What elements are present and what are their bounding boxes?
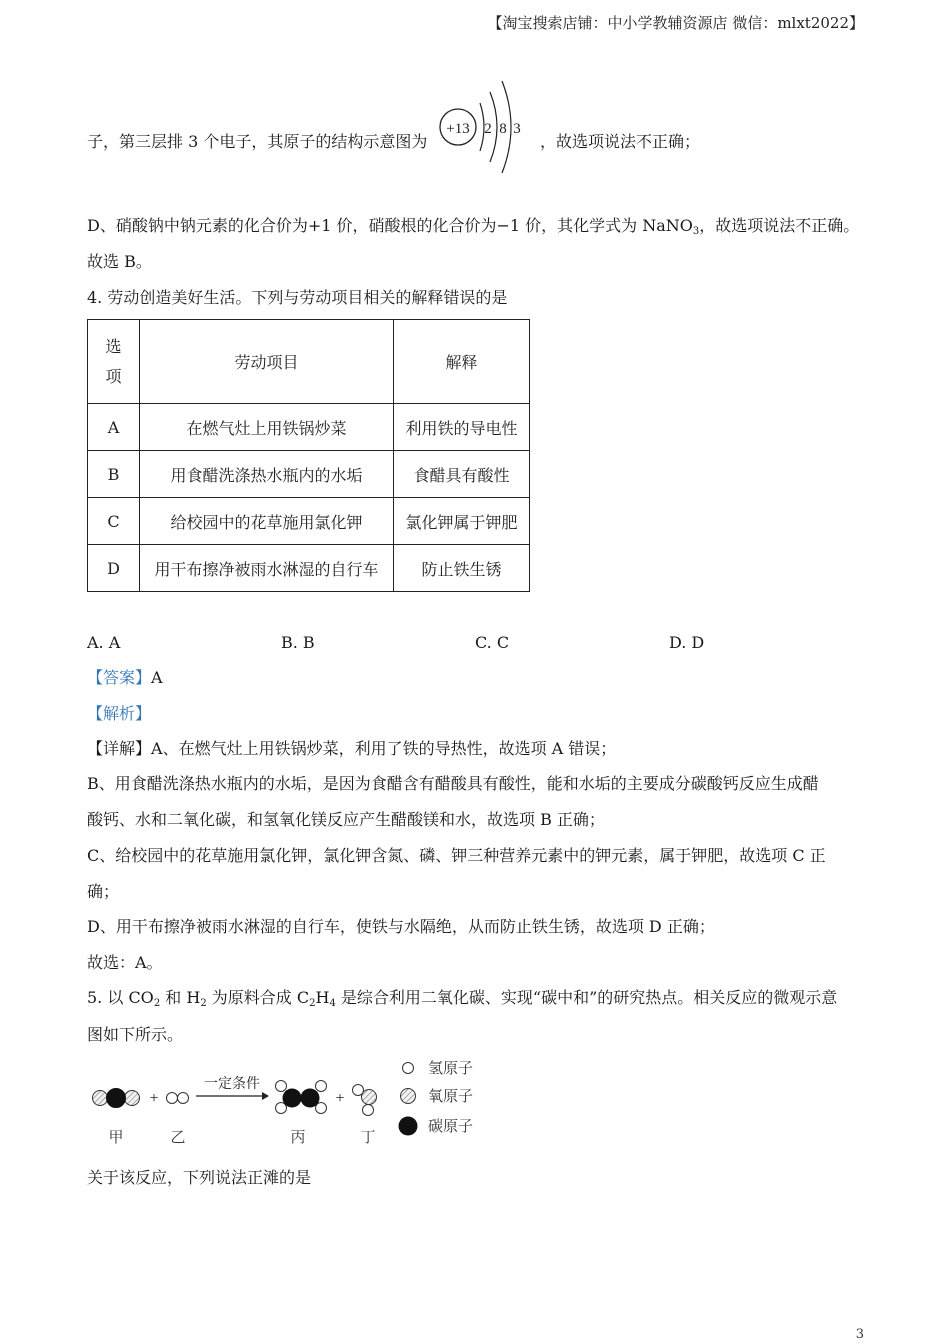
detail-a: 【详解】A、在燃气灶上用铁锅炒菜，利用了铁的导热性，故选项 A 错误；: [87, 739, 617, 758]
atom-line-tail: ，故选项说法不正确；: [540, 132, 701, 151]
arrow-head: [262, 1092, 269, 1100]
label-bing: 丙: [290, 1130, 306, 1146]
legend-carbon: 碳原子: [428, 1119, 474, 1135]
table-row: A 在燃气灶上用铁锅炒菜 利用铁的导电性: [88, 404, 530, 451]
q4-table: [87, 319, 530, 592]
choice-a[interactable]: A. A: [87, 633, 121, 652]
q5-question: 关于该反应，下列说法正滩的是: [87, 1168, 312, 1187]
q4-title: 4. 劳动创造美好生活。下列与劳动项目相关的解释错误的是: [87, 288, 508, 307]
detail-c-line2: 确；: [87, 882, 120, 901]
legend-hydrogen: 氢原子: [428, 1061, 474, 1077]
table-row: B 用食醋洗涤热水瓶内的水垢 食醋具有酸性: [88, 451, 530, 498]
table-row: C 给校园中的花草施用氯化钾 氯化钾属于钾肥: [88, 498, 530, 545]
atom-line-text: 子，第三层排 3 个电子，其原子的结构示意图为: [87, 132, 428, 151]
page-header-watermark: 【淘宝搜索店铺：中小学教辅资源店 微信：mlxt2022】: [487, 14, 864, 32]
reaction-condition: 一定条件: [204, 1077, 260, 1092]
table-row: D 用干布擦净被雨水淋湿的自行车 防止铁生锈: [88, 545, 530, 592]
legend-carbon-swatch: [399, 1117, 418, 1136]
atom-structure-diagram: [436, 78, 532, 176]
choose-b-line: 故选 B。: [87, 252, 152, 271]
header-option: 选 项: [88, 320, 140, 404]
detail-c-line1: C、给校园中的花草施用氯化钾，氯化钾含氮、磷、钾三种营养元素中的钾元素，属于钾肥，故选项 C 正: [87, 846, 826, 865]
shell-electrons-2: 8: [499, 121, 507, 137]
legend-oxygen: 氧原子: [428, 1089, 474, 1105]
shell-electrons-1: 2: [484, 121, 492, 137]
detail-b-line2: 酸钙、水和二氧化碳，和氢氧化镁反应产生醋酸镁和水，故选项 B 正确；: [87, 810, 605, 829]
choice-b[interactable]: B. B: [281, 633, 315, 652]
molecule-h2: [167, 1093, 189, 1104]
q5-title-line2: 图如下所示。: [87, 1025, 184, 1044]
molecule-h2o: [353, 1085, 377, 1116]
label-yi: 乙: [170, 1130, 186, 1146]
header-explanation: 解释: [394, 320, 530, 404]
reaction-diagram: [86, 1060, 486, 1155]
legend-oxygen-swatch: [401, 1089, 416, 1104]
label-ding: 丁: [360, 1130, 376, 1146]
molecule-co2: [93, 1089, 140, 1108]
plus-sign: +: [149, 1090, 159, 1107]
detail-b-line1: B、用食醋洗涤热水瓶内的水垢，是因为食醋含有醋酸具有酸性，能和水垢的主要成分碳酸钙反应生成醋: [87, 774, 819, 793]
legend-hydrogen-swatch: [403, 1063, 414, 1074]
answer-line: 【答案】A: [87, 668, 163, 687]
analysis-label: 【解析】: [87, 704, 152, 723]
choice-c[interactable]: C. C: [475, 633, 510, 652]
label-jia: 甲: [108, 1130, 124, 1146]
nucleus-charge: +13: [446, 121, 470, 137]
conclusion: 故选：A。: [87, 953, 163, 972]
choice-d[interactable]: D. D: [669, 633, 705, 652]
option-d-explanation: D、硝酸钠中钠元素的化合价为+1 价，硝酸根的化合价为−1 价，其化学式为 NaNO$_3$，故选项说法不正确。: [87, 216, 860, 237]
detail-d: D、用干布擦净被雨水淋湿的自行车，使铁与水隔绝，从而防止铁生锈，故选项 D 正确；: [87, 917, 715, 936]
molecule-c2h4: [276, 1081, 327, 1114]
shell-electrons-3: 3: [513, 121, 521, 137]
page-number: 3: [855, 1327, 864, 1342]
q5-title-line1: 5. 以 $CO_2$ 和 $H_2$ 为原料合成 $C_2H_4$ 是综合利用二氧化碳、实现“碳中和”的研究热点。相关反应的微观示意: [87, 988, 838, 1009]
header-labor-item: 劳动项目: [140, 320, 394, 404]
plus-sign-2: +: [335, 1090, 345, 1107]
